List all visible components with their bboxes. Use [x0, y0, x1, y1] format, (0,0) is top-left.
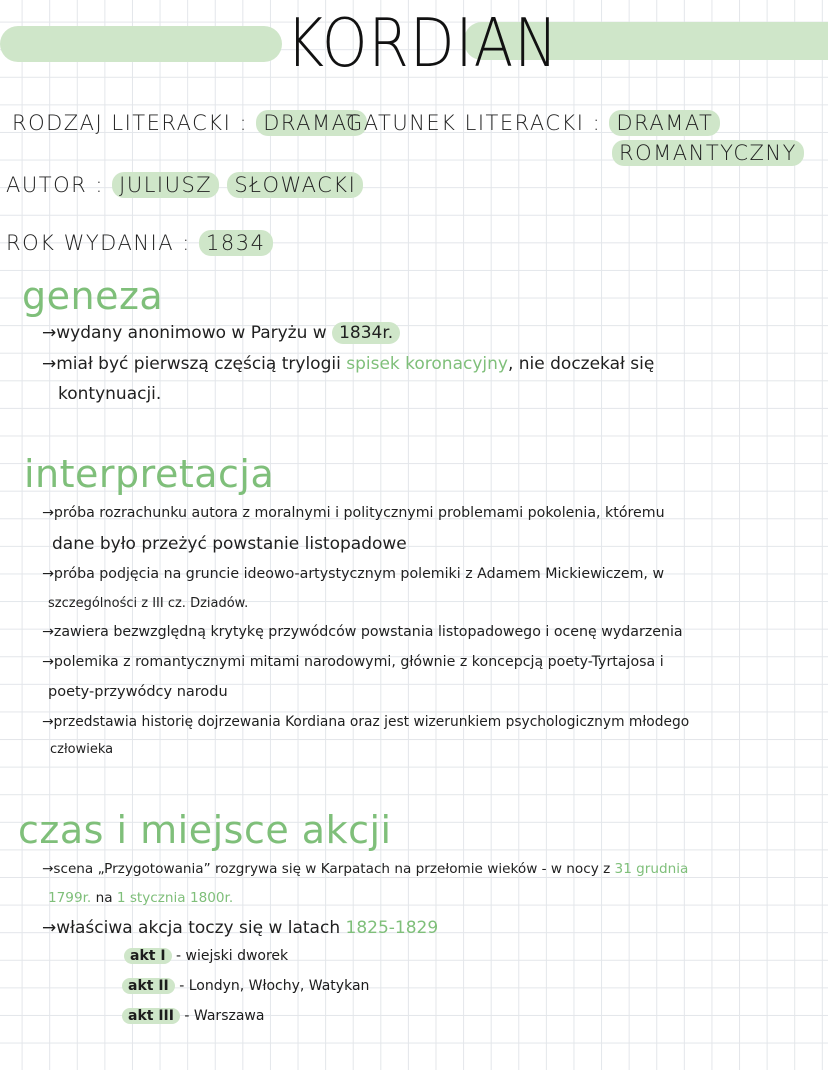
- rodzaj-value: DRAMAT: [256, 110, 367, 136]
- autor-label: AUTOR :: [6, 173, 104, 197]
- act-3: [122, 1008, 264, 1024]
- act-2: [122, 978, 369, 994]
- geneza-line-3: kontynuacji.: [58, 384, 162, 404]
- czas-line-3: [42, 918, 438, 938]
- rodzaj-label: RODZAJ LITERACKI :: [12, 111, 249, 135]
- act-1: [124, 948, 288, 964]
- czas-line-2: [48, 890, 233, 906]
- interp-line-1: →próba rozrachunku autora z moralnymi i politycznymi problemami pokolenia, któremu: [42, 505, 665, 521]
- czas-line-1: [42, 861, 688, 877]
- rok-row: [6, 230, 273, 256]
- czas-date-2: 1 stycznia 1800r.: [116, 890, 234, 906]
- czas-years-range: 1825-1829: [345, 918, 439, 938]
- interp-line-6: →polemika z romantycznymi mitami narodowymi, głównie z koncepcją poety-Tyrtajosa i: [42, 654, 664, 670]
- gatunek-row: [346, 110, 720, 136]
- interp-line-8: →przedstawia historię dojrzewania Kordiana oraz jest wizerunkiem psychologicznym młodego: [42, 714, 690, 730]
- geneza-year-highlight: 1834r.: [332, 322, 400, 344]
- interp-line-7: poety-przywódcy narodu: [48, 684, 228, 700]
- act-3-label: akt III: [122, 1008, 180, 1024]
- interp-line-9: człowieka: [50, 742, 114, 757]
- title-band-left: [0, 26, 282, 62]
- czas-line-1-text: →scena „Przygotowania” rozgrywa się w Karpatach na przełomie wieków - w nocy z: [42, 861, 611, 877]
- czas-heading: czas i miejsce akcji: [18, 808, 392, 852]
- autor-row: [6, 172, 363, 198]
- czas-year-1799: 1799r.: [48, 890, 92, 906]
- geneza-line-1-text: →wydany anonimowo w Paryżu w: [42, 323, 327, 343]
- geneza-line-2: [42, 354, 654, 374]
- czas-line-2-mid: na: [95, 890, 113, 906]
- interp-line-3: →próba podjęcia na gruncie ideowo-artystycznym polemiki z Adamem Mickiewiczem, w: [42, 566, 665, 582]
- act-1-text: - wiejski dworek: [176, 948, 289, 964]
- act-2-label: akt II: [122, 978, 175, 994]
- interpretacja-heading: interpretacja: [24, 452, 275, 496]
- page-title: KORDIAN: [286, 4, 559, 83]
- gatunek-value-2: ROMANTYCZNY: [612, 140, 804, 166]
- interp-line-2: dane było przeżyć powstanie listopadowe: [52, 534, 407, 554]
- geneza-heading: geneza: [22, 274, 164, 318]
- gatunek-label: GATUNEK LITERACKI :: [346, 111, 602, 135]
- geneza-line-2-text-a: →miał być pierwszą częścią trylogii: [42, 354, 341, 374]
- rok-label: ROK WYDANIA :: [6, 231, 191, 255]
- geneza-trilogy-name: spisek koronacyjny: [346, 354, 508, 374]
- geneza-line-2-text-b: , nie doczekał się: [507, 354, 655, 374]
- interp-line-5: →zawiera bezwzględną krytykę przywódców powstania listopadowego i ocenę wydarzenia: [42, 624, 683, 640]
- czas-line-3-text: →właściwa akcja toczy się w latach: [42, 918, 341, 938]
- act-1-label: akt I: [124, 948, 172, 964]
- interp-line-4: szczególności z III cz. Dziadów.: [48, 596, 249, 611]
- act-2-text: - Londyn, Włochy, Watykan: [179, 978, 370, 994]
- rok-value: 1834: [199, 230, 272, 256]
- rodzaj-row: [12, 110, 367, 136]
- geneza-line-1: [42, 322, 400, 344]
- czas-date-1: 31 grudnia: [614, 861, 689, 877]
- autor-value-2: SŁOWACKI: [227, 172, 363, 198]
- act-3-text: - Warszawa: [184, 1008, 265, 1024]
- gatunek-value-2-row: [612, 140, 804, 166]
- gatunek-value-1: DRAMAT: [609, 110, 720, 136]
- autor-value-1: JULIUSZ: [112, 172, 219, 198]
